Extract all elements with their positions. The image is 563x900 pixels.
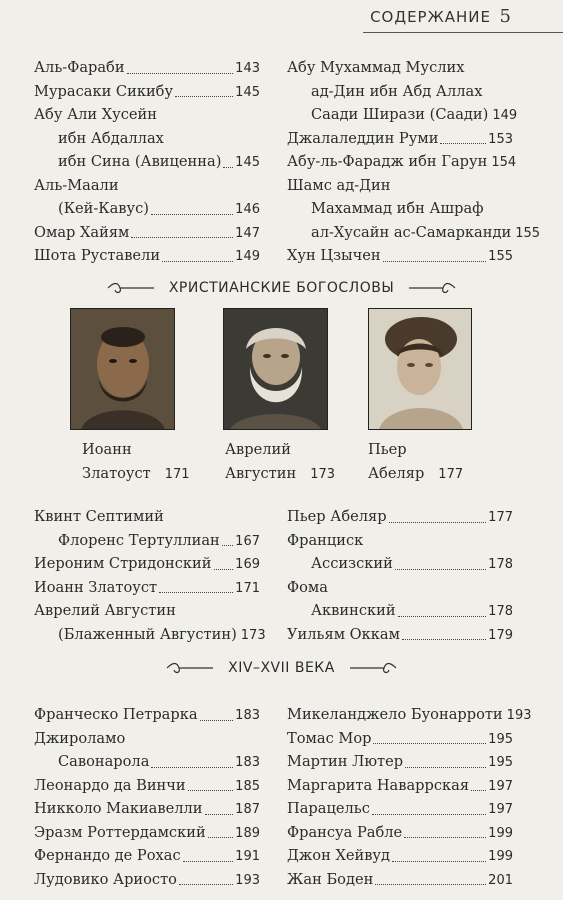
- toc-entry-page: 153: [488, 131, 513, 147]
- toc-entry-line: [287, 529, 513, 553]
- toc-entry-name: Парацельс: [287, 800, 370, 817]
- toc-entry-name: Аль-Маали: [34, 176, 119, 194]
- dot-leader: [127, 73, 234, 74]
- toc-entry-page: 149: [235, 249, 260, 264]
- toc-entry-line: [34, 221, 260, 245]
- toc-entry-name: Абу Али Хусейн: [34, 106, 157, 123]
- toc-entry-name: Томас Мор: [287, 729, 372, 747]
- toc-entry-page: 197: [488, 778, 513, 794]
- section-title-christian-theologians: [0, 280, 563, 296]
- toc-entry-name: Аквинский: [311, 602, 396, 619]
- toc-entry-line: [287, 821, 513, 845]
- toc-entry-name: Мурасаки Сикибу: [34, 82, 174, 100]
- toc-entry-page: 154: [491, 155, 517, 170]
- toc-entry-name: Франческо Петрарка: [34, 706, 198, 723]
- toc-entry-name: Маргарита Наваррская: [287, 776, 470, 794]
- toc-entry-line: [34, 80, 260, 104]
- dot-leader: [222, 545, 233, 546]
- toc-entry-line: [287, 599, 513, 623]
- caption-page: 173: [310, 467, 336, 482]
- block2-left-column: [34, 505, 266, 646]
- toc-entry-page: 193: [235, 872, 260, 888]
- ornament-right-icon: [348, 661, 398, 675]
- toc-entry-name: Никколо Макиавелли: [34, 800, 203, 817]
- block3-right-column: [287, 703, 532, 891]
- toc-entry-line: [287, 868, 513, 892]
- dot-leader: [175, 96, 233, 97]
- toc-entry-line: [34, 197, 260, 221]
- caption-line1: Пьер: [368, 441, 407, 458]
- toc-entry-line: [34, 797, 260, 821]
- block1-left-column: [34, 56, 260, 268]
- toc-entry-line: [34, 127, 260, 151]
- toc-entry-name: (Блаженный Августин): [58, 625, 237, 643]
- header-rule: [363, 32, 563, 33]
- dot-leader: [208, 837, 233, 838]
- toc-entry-page: 173: [240, 627, 266, 643]
- toc-entry-page: 146: [235, 202, 260, 217]
- toc-entry-name: Джироламо: [34, 729, 126, 747]
- toc-entry-page: 145: [235, 84, 260, 100]
- toc-entry-page: 149: [492, 108, 518, 123]
- toc-entry-line: [287, 623, 513, 647]
- toc-entry-name: Фома: [287, 578, 328, 596]
- toc-entry-line: [287, 505, 513, 529]
- toc-entry-line: [287, 80, 513, 104]
- toc-entry-page: 178: [488, 557, 513, 572]
- toc-entry-name: ибн Абдаллах: [58, 129, 164, 147]
- toc-entry-name: Шамс ад-Дин: [287, 176, 391, 194]
- toc-entry-name: (Кей-Кавус): [58, 200, 149, 217]
- toc-entry-line: [287, 750, 513, 774]
- toc-entry-page: 185: [235, 778, 260, 794]
- toc-entry-page: 167: [235, 533, 260, 549]
- dot-leader: [223, 167, 233, 168]
- toc-entry-name: Джалаледдин Руми: [287, 129, 439, 147]
- toc-entry-name: Шота Руставели: [34, 247, 161, 264]
- toc-entry-name: Жан Боден: [287, 870, 374, 888]
- toc-entry-line: [287, 244, 513, 268]
- toc-entry-name: ад-Дин ибн Абд Аллах: [311, 82, 483, 100]
- section-title-14-17-centuries: [0, 660, 563, 676]
- dot-leader: [405, 767, 486, 768]
- toc-entry-name: Мартин Лютер: [287, 753, 404, 770]
- toc-entry-page: 183: [235, 755, 260, 770]
- toc-entry-name: Иероним Стридонский: [34, 555, 212, 572]
- toc-entry-name: Квинт Септимий: [34, 508, 164, 525]
- toc-entry-name: ибн Сина (Авиценна): [58, 153, 222, 170]
- dot-leader: [402, 639, 486, 640]
- dot-leader: [372, 814, 486, 815]
- ornament-right-icon: [407, 281, 457, 295]
- dot-leader: [183, 861, 234, 862]
- block1-right-column: [287, 56, 541, 268]
- caption-line1: Аврелий: [225, 441, 291, 458]
- toc-entry-name: Савонарола: [58, 753, 150, 770]
- portrait-caption-2: [225, 438, 335, 487]
- toc-entry-name: Махаммад ибн Ашраф: [311, 200, 484, 217]
- toc-entry-name: Иоанн Златоуст: [34, 578, 158, 596]
- toc-entry-name: Лудовико Ариосто: [34, 870, 177, 888]
- toc-entry-line: [34, 103, 260, 127]
- portraits-row: [0, 308, 563, 488]
- toc-entry-name: Франсуа Рабле: [287, 823, 403, 841]
- toc-entry-line: [34, 727, 260, 751]
- toc-entry-line: [34, 868, 260, 892]
- toc-entry-name: Омар Хайям: [34, 223, 130, 241]
- toc-entry-page: 201: [488, 872, 513, 888]
- dot-leader: [162, 261, 233, 262]
- portrait-caption-1: [82, 438, 190, 487]
- toc-entry-line: [34, 56, 260, 80]
- toc-entry-line: [287, 552, 513, 576]
- dot-leader: [398, 616, 487, 617]
- caption-line1: Иоанн: [82, 441, 132, 458]
- dot-leader: [373, 743, 486, 744]
- ornament-left-icon: [106, 281, 156, 295]
- toc-entry-name: Франциск: [287, 531, 364, 549]
- dot-leader: [395, 569, 486, 570]
- caption-line2: Златоуст: [82, 465, 151, 482]
- toc-entry-line: [34, 174, 260, 198]
- ornament-left-icon: [165, 661, 215, 675]
- toc-entry-page: 199: [488, 825, 513, 841]
- toc-entry-line: [287, 197, 513, 221]
- dot-leader: [404, 837, 486, 838]
- portrait-icon: [369, 309, 471, 429]
- toc-entry-name: Флоренс Тертуллиан: [58, 531, 220, 549]
- toc-entry-line: [34, 821, 260, 845]
- dot-leader: [375, 884, 486, 885]
- dot-leader: [200, 720, 234, 721]
- toc-entry-line: [34, 623, 266, 647]
- toc-entry-page: 193: [506, 708, 532, 723]
- toc-entry-page: 145: [235, 155, 260, 170]
- section-title-label: ХРИСТИАНСКИЕ БОГОСЛОВЫ: [168, 280, 395, 296]
- toc-entry-page: 189: [235, 825, 260, 841]
- toc-entry-name: Ассизский: [311, 555, 393, 572]
- saint-portrait-icon: [71, 309, 174, 429]
- toc-entry-page: 191: [235, 849, 260, 864]
- toc-entry-line: [287, 774, 513, 798]
- toc-entry-line: [34, 244, 260, 268]
- header-title: СОДЕРЖАНИЕ: [370, 8, 491, 26]
- toc-entry-page: 169: [235, 557, 260, 572]
- block2-right-column: [287, 505, 513, 646]
- toc-entry-line: [287, 221, 541, 245]
- dot-leader: [389, 522, 487, 523]
- dot-leader: [151, 767, 233, 768]
- toc-entry-name: Абу-ль-Фарадж ибн Гарун: [287, 153, 488, 170]
- portrait-caption-3: [368, 438, 463, 487]
- toc-entry-page: 171: [235, 580, 260, 596]
- dot-leader: [383, 261, 487, 262]
- portrait-pier-abelyar: [368, 308, 472, 430]
- toc-entry-name: Леонардо да Винчи: [34, 776, 186, 794]
- page-header: [0, 6, 563, 36]
- portrait-ioann-zlatoust: [70, 308, 175, 430]
- toc-entry-line: [287, 150, 517, 174]
- toc-entry-line: [287, 703, 532, 727]
- toc-entry-line: [34, 552, 260, 576]
- toc-entry-name: Хун Цзычен: [287, 247, 381, 264]
- caption-line2: Августин: [225, 465, 297, 482]
- toc-entry-line: [34, 599, 260, 623]
- toc-entry-page: 177: [488, 510, 513, 525]
- toc-entry-page: 155: [488, 249, 513, 264]
- toc-entry-line: [34, 576, 260, 600]
- caption-page: 177: [438, 467, 464, 482]
- caption-page: 171: [164, 467, 190, 482]
- dot-leader: [205, 814, 234, 815]
- toc-entry-name: ал-Хусайн ас-Самарканди: [311, 223, 512, 241]
- toc-entry-page: 195: [488, 755, 513, 770]
- toc-entry-line: [34, 774, 260, 798]
- dot-leader: [471, 790, 486, 791]
- header-page-number: 5: [499, 6, 511, 27]
- dot-leader: [392, 861, 486, 862]
- toc-entry-line: [34, 750, 260, 774]
- toc-entry-line: [287, 103, 518, 127]
- toc-entry-page: 179: [488, 627, 513, 643]
- toc-entry-page: 187: [235, 802, 260, 817]
- toc-entry-name: Микеланджело Буонарроти: [287, 706, 503, 723]
- toc-entry-page: 195: [488, 731, 513, 747]
- toc-entry-name: Абу Мухаммад Муслих: [287, 59, 465, 76]
- toc-entry-name: Саади Ширази (Саади): [311, 106, 489, 123]
- toc-entry-line: [287, 844, 513, 868]
- toc-entry-name: Эразм Роттердамский: [34, 823, 206, 841]
- toc-entry-line: [34, 150, 260, 174]
- toc-entry-line: [34, 844, 260, 868]
- dot-leader: [440, 143, 486, 144]
- dot-leader: [188, 790, 234, 791]
- dot-leader: [151, 214, 233, 215]
- dot-leader: [214, 569, 234, 570]
- dot-leader: [159, 592, 233, 593]
- caption-line2: Абеляр: [368, 465, 425, 482]
- block3-left-column: [34, 703, 260, 891]
- toc-entry-line: [287, 174, 513, 198]
- toc-entry-name: Аврелий Августин: [34, 602, 176, 619]
- saint-portrait-icon: [224, 309, 327, 429]
- toc-entry-page: 183: [235, 708, 260, 723]
- toc-entry-line: [34, 505, 260, 529]
- toc-entry-name: Пьер Абеляр: [287, 508, 387, 525]
- toc-entry-line: [287, 127, 513, 151]
- toc-entry-page: 143: [235, 61, 260, 76]
- toc-entry-page: 197: [488, 802, 513, 817]
- toc-entry-page: 199: [488, 849, 513, 864]
- toc-entry-line: [287, 797, 513, 821]
- toc-entry-line: [287, 56, 513, 80]
- toc-entry-line: [287, 576, 513, 600]
- toc-entry-name: Аль-Фараби: [34, 59, 125, 76]
- dot-leader: [131, 237, 233, 238]
- toc-entry-page: 178: [488, 604, 513, 619]
- dot-leader: [179, 884, 233, 885]
- toc-entry-page: 155: [515, 225, 541, 241]
- toc-entry-name: Джон Хейвуд: [287, 847, 390, 864]
- section-title-label: XIV–XVII ВЕКА: [228, 660, 335, 676]
- toc-entry-line: [287, 727, 513, 751]
- toc-entry-line: [34, 703, 260, 727]
- toc-entry-name: Фернандо де Рохас: [34, 847, 181, 864]
- toc-entry-name: Уильям Оккам: [287, 625, 400, 643]
- toc-entry-page: 147: [235, 225, 260, 241]
- portrait-avreliy-avgustin: [223, 308, 328, 430]
- toc-entry-line: [34, 529, 260, 553]
